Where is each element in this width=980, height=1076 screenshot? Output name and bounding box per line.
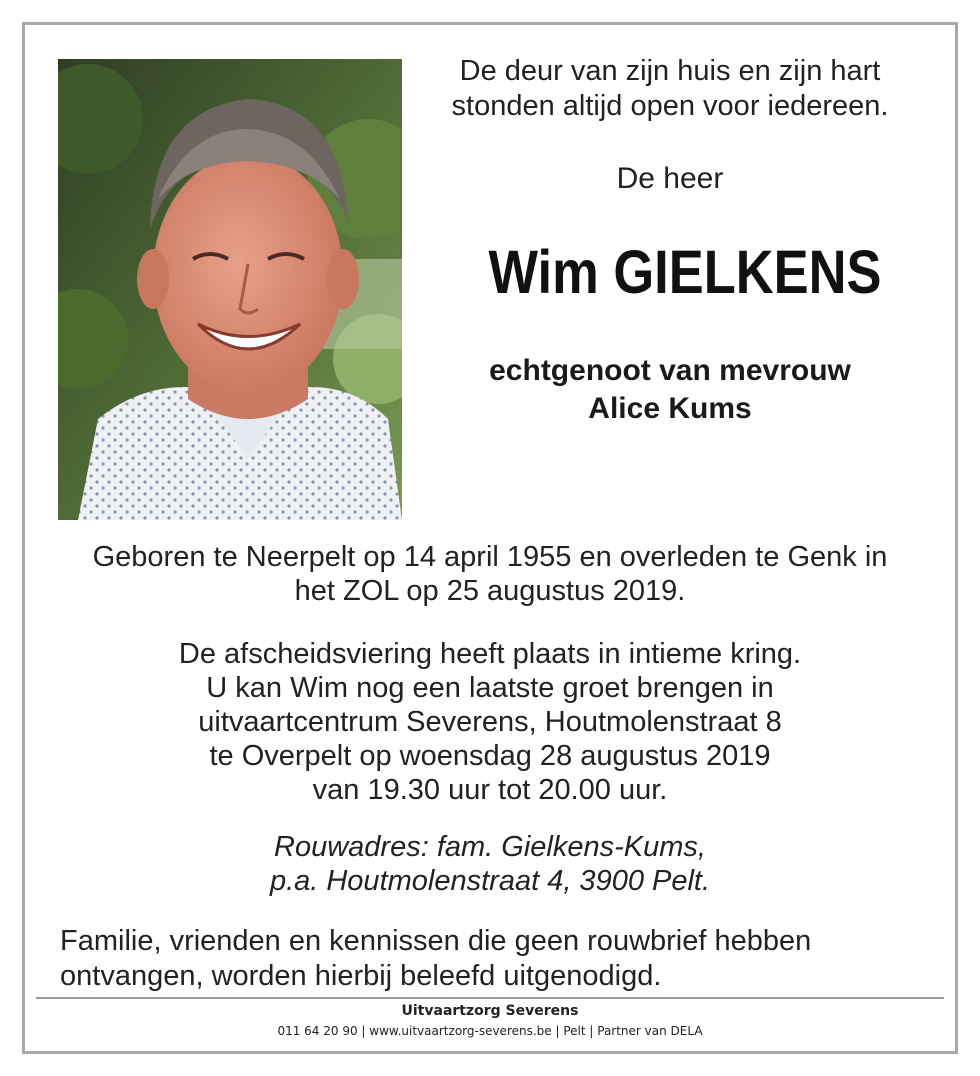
honorific: De heer	[616, 162, 724, 195]
family-note	[60, 924, 920, 994]
footer-divider	[36, 997, 944, 999]
quote-line-1: De deur van zijn huis en zijn hart	[459, 55, 881, 87]
mourning-address	[40, 830, 940, 898]
family-note-line-1: Familie, vrienden en kennissen die geen rouwbrief hebben	[60, 925, 812, 957]
address-line-1: Rouwadres: fam. Gielkens-Kums,	[274, 831, 706, 863]
address-line-2: p.a. Houtmolenstraat 4, 3900 Pelt.	[269, 865, 711, 897]
service-line-5: van 19.30 uur tot 20.00 uur.	[312, 774, 668, 806]
birth-death-info	[40, 540, 940, 608]
birth-death-line-2: het ZOL op 25 augustus 2019.	[294, 575, 686, 607]
deceased-name: Wim GIELKENS	[488, 238, 882, 306]
funeral-company-name: Uitvaartzorg Severens	[401, 1003, 579, 1019]
spouse-info	[420, 352, 920, 428]
service-line-3: uitvaartcentrum Severens, Houtmolenstraat 8	[198, 706, 782, 738]
spouse-line-1: echtgenoot van mevrouw	[489, 354, 851, 387]
spouse-line-2: Alice Kums	[588, 392, 752, 425]
service-info	[40, 637, 940, 807]
service-line-2: U kan Wim nog een laatste groet brengen in	[206, 672, 774, 704]
portrait-photo	[58, 59, 402, 520]
funeral-company-contact: 011 64 20 90 | www.uitvaartzorg-severens.be | Pelt | Partner van DELA	[277, 1024, 703, 1038]
birth-death-line-1: Geboren te Neerpelt op 14 april 1955 en overleden te Genk in	[92, 541, 888, 573]
memorial-quote	[420, 54, 920, 124]
quote-line-2: stonden altijd open voor iedereen.	[451, 90, 889, 122]
service-line-1: De afscheidsviering heeft plaats in intieme kring.	[178, 638, 802, 670]
service-line-4: te Overpelt op woensdag 28 augustus 2019	[209, 740, 771, 772]
family-note-line-2: ontvangen, worden hierbij beleefd uitgenodigd.	[60, 960, 662, 992]
